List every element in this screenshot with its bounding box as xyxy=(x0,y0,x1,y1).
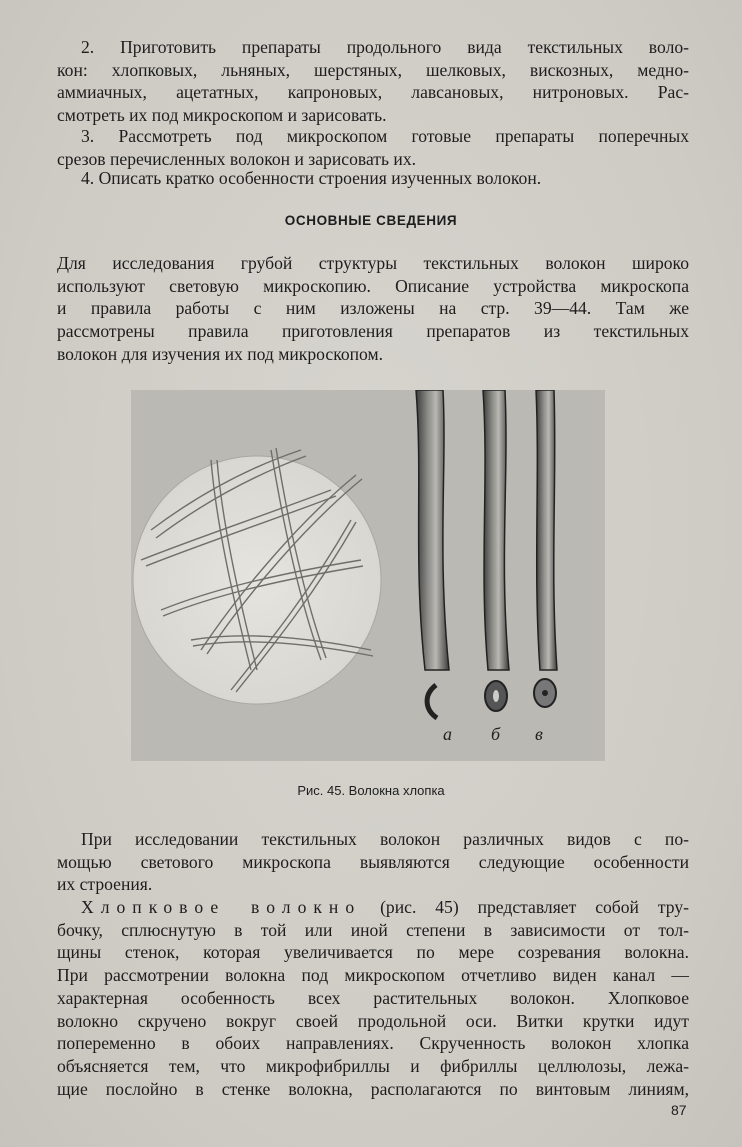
fiber-b xyxy=(483,390,509,670)
text-line: щины стенок, которая увеличивается по мере созревания волокна. xyxy=(57,942,689,963)
text-line: 4. Описать кратко особенности строения изученных волокон. xyxy=(81,168,542,188)
figure-caption: Рис. 45. Волокна хлопка xyxy=(297,783,445,798)
fiber-v xyxy=(536,390,557,670)
text-line: мощью светового микроскопа выявляются следующие особенности xyxy=(57,851,689,872)
text-line: Для исследования грубой структуры текстильных волокон широко xyxy=(57,253,689,273)
text-line: срезов перечисленных волокон и зарисовать их. xyxy=(57,148,417,169)
task-item-4 xyxy=(57,167,689,190)
text-line: волокно скручено вокруг своей продольной оси. Витки крутки идут xyxy=(57,1010,689,1031)
text-line: используют световую микроскопию. Описание устройства микроскопа xyxy=(57,275,689,296)
text-fragment: (рис. 45) представляет собой тру- xyxy=(380,897,689,917)
figure-cotton-fibers xyxy=(131,390,605,761)
text-line xyxy=(57,896,689,919)
fiber-label-v: в xyxy=(535,724,543,744)
text-line: их строения. xyxy=(57,874,153,895)
term-cotton-fiber: Хлопковое волокно xyxy=(81,897,362,917)
task-item-3 xyxy=(57,125,689,170)
section-heading: ОСНОВНЫЕ СВЕДЕНИЯ xyxy=(284,213,458,228)
text-line: 3. Рассмотреть под микроскопом готовые препараты поперечных xyxy=(81,126,689,146)
text-line: кон: хлопковых, льняных, шерстяных, шелковых, вискозных, медно- xyxy=(57,59,689,80)
text-line: попеременно в обоих направлениях. Скрученность волокон хлопка xyxy=(57,1033,689,1054)
text-line: щие послойно в стенке волокна, располагаются по винтовым линиям, xyxy=(57,1078,689,1099)
intro-paragraph xyxy=(57,252,689,366)
text-line: бочку, сплюснутую в той или иной степени в зависимости от тол- xyxy=(57,919,689,940)
body-paragraph-1 xyxy=(57,828,689,896)
text-line: При рассмотрении волокна под микроскопом отчетливо виден канал — xyxy=(57,965,689,986)
fiber-label-a: а xyxy=(443,724,452,744)
text-line: объясняется тем, что микрофибриллы и фибриллы целлюлозы, лежа- xyxy=(57,1055,689,1076)
text-line: 2. Приготовить препараты продольного вида текстильных воло- xyxy=(81,37,689,57)
text-line: аммиачных, ацетатных, капроновых, лавсановых, нитроновых. Рас- xyxy=(57,82,689,103)
text-line: При исследовании текстильных волокон различных видов с по- xyxy=(81,829,689,849)
text-line: волокон для изучения их под микроскопом. xyxy=(57,343,384,364)
task-item-2 xyxy=(57,36,689,127)
text-line: и правила работы с ним изложены на стр. 39—44. Там же xyxy=(57,298,689,319)
cotton-fibers-illustration xyxy=(131,390,605,761)
text-line: характерная особенность всех растительных волокон. Хлопковое xyxy=(57,987,689,1008)
page-number: 87 xyxy=(671,1102,687,1118)
fiber-label-b: б xyxy=(491,724,501,744)
text-line: смотреть их под микроскопом и зарисовать. xyxy=(57,105,387,126)
body-paragraph-2 xyxy=(57,896,689,1100)
text-line: рассмотрены правила приготовления препаратов из текстильных xyxy=(57,321,689,342)
